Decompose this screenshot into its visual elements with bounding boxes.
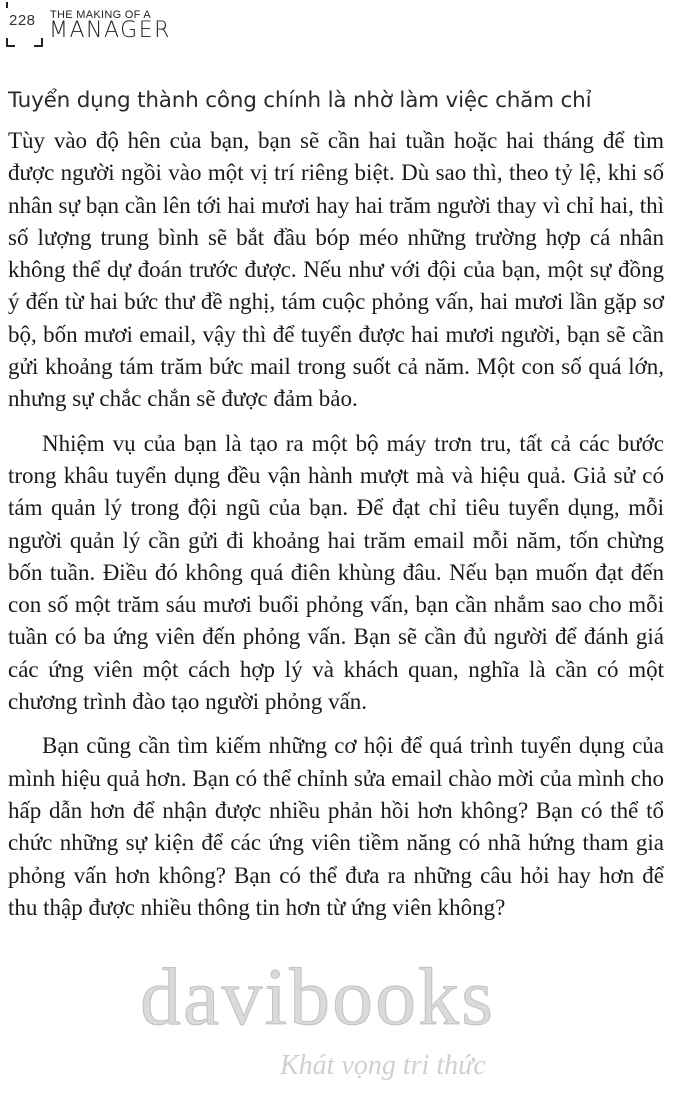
corner-bracket-decoration [6, 2, 15, 8]
page-body [8, 88, 664, 924]
publisher-watermark [140, 950, 560, 1090]
body-paragraph: Tùy vào độ hên của bạn, bạn sẽ cần hai tuần hoặc hai tháng để tìm được người ngồi vào một vị trí riêng biệt. Dù sao thì, theo tỷ lệ, khi số nhân sự bạn cần lên tới hai mươi hay hai trăm người thay vì chỉ hai, thì số lượng trung bình sẽ bắt đầu bóp méo những trường hợp cá nhân không thể dự đoán trước được. Nếu như với đội của bạn, một sự đồng ý đến từ hai bức thư đề nghị, tám cuộc phỏng vấn, hai mươi lần gặp sơ bộ, bốn mươi email, vậy thì để tuyển được hai mươi người, bạn sẽ cần gửi khoảng tám trăm bức mail trong suốt cả năm. Một con số quá lớn, nhưng sự chắc chắn sẽ được đảm bảo. [8, 128, 664, 412]
corner-bracket-decoration [34, 38, 43, 47]
section-heading: Tuyển dụng thành công chính là nhờ làm việc chăm chỉ [8, 88, 592, 113]
watermark-slogan: Khát vọng tri thức [280, 1050, 486, 1081]
body-paragraph: Bạn cũng cần tìm kiếm những cơ hội để quá trình tuyển dụng của mình hiệu quả hơn. Bạn có thể chỉnh sửa email chào mời của mình cho hấp dẫn hơn để nhận được nhiều phản hồi hơn không? Bạn có thể tổ chức những sự kiện để các ứng viên tiềm năng có nhã hứng tham gia phỏng vấn hơn không? Bạn có thể đưa ra những câu hỏi hay hơn để thu thập được nhiều thông tin hơn từ ứng viên không? [8, 733, 664, 920]
watermark-logo-text: davibooks [140, 951, 496, 1042]
corner-bracket-decoration [6, 38, 15, 47]
book-title-small: THE MAKING OF A [50, 9, 152, 21]
page-header [0, 0, 700, 60]
body-paragraph: Nhiệm vụ của bạn là tạo ra một bộ máy trơn tru, tất cả các bước trong khâu tuyển dụng đều vận hành mượt mà và hiệu quả. Giả sử có tám quản lý trong đội ngũ của bạn. Để đạt chỉ tiêu tuyển dụng, mỗi người quản lý cần gửi đi khoảng hai trăm email mỗi năm, tốn chừng bốn tuần. Điều đó không quá điên khùng đâu. Nếu bạn muốn đạt đến con số một trăm sáu mươi buổi phỏng vấn, bạn cần nhắm sao cho mỗi tuần có ba ứng viên đến phỏng vấn. Bạn sẽ cần đủ người để đánh giá các ứng viên một cách hợp lý và khách quan, nghĩa là cần có một chương trình đào tạo người phỏng vấn. [8, 430, 664, 715]
book-title-big: MANAGER [49, 18, 171, 43]
page-number: 228 [9, 12, 36, 29]
